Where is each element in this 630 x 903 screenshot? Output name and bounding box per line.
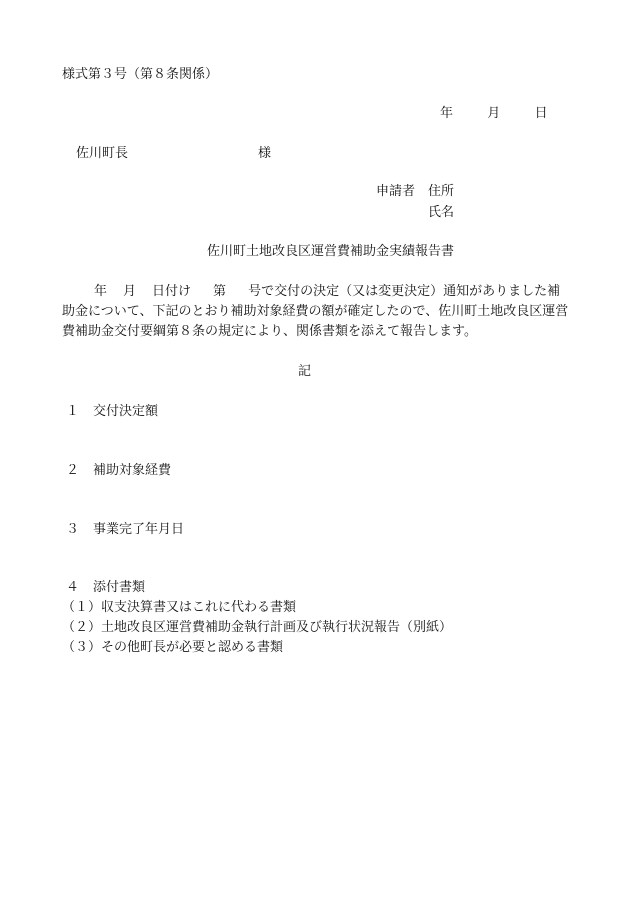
applicant-name-label: 氏名 bbox=[428, 205, 455, 220]
attachment-item: （１）収支決算書又はこれに代わる書類 bbox=[62, 600, 297, 615]
body-line-1 bbox=[62, 282, 582, 302]
item-1-number: １ bbox=[66, 404, 80, 419]
item-3-number: ３ bbox=[66, 522, 80, 537]
date-year: 年 bbox=[440, 106, 454, 121]
item-1-label: 交付決定額 bbox=[93, 404, 159, 419]
body-number-prefix: 第 bbox=[213, 284, 227, 299]
applicant-role: 申請者 bbox=[376, 184, 416, 199]
attachment-item: （２）土地改良区運営費補助金執行計画及び執行状況報告（別紙） bbox=[62, 620, 453, 635]
body-year: 年 bbox=[94, 284, 108, 299]
body-number-suffix: 号で交付の決定（又は変更決定）通知がありました補 bbox=[248, 284, 561, 299]
addressee-honorific: 様 bbox=[258, 146, 272, 161]
date-day: 日 bbox=[534, 106, 548, 121]
item-4-number: ４ bbox=[66, 580, 80, 595]
item-4-label: 添付書類 bbox=[93, 580, 146, 595]
form-label: 様式第３号（第８条関係） bbox=[62, 67, 219, 82]
body-line-2: 助金について、下記のとおり補助対象経費の額が確定したので、佐川町土地改良区運営 bbox=[62, 304, 569, 319]
report-body bbox=[62, 282, 582, 342]
item-3-label: 事業完了年月日 bbox=[93, 522, 185, 537]
item-3 bbox=[66, 522, 184, 538]
addressee-name: 佐川町長 bbox=[76, 146, 129, 161]
document-title: 佐川町土地改良区運営費補助金実績報告書 bbox=[207, 244, 455, 259]
date-line bbox=[440, 106, 548, 122]
date-month: 月 bbox=[487, 106, 501, 121]
item-2-label: 補助対象経費 bbox=[93, 463, 172, 478]
item-4 bbox=[66, 580, 145, 596]
attachment-item: （３）その他町長が必要と認める書類 bbox=[62, 640, 284, 655]
item-2-number: ２ bbox=[66, 463, 80, 478]
ki-heading: 記 bbox=[298, 364, 312, 379]
applicant-address-label: 住所 bbox=[428, 184, 455, 199]
body-date-suffix: 日付け bbox=[152, 284, 192, 299]
body-month: 月 bbox=[123, 284, 137, 299]
item-1 bbox=[66, 404, 158, 420]
item-2 bbox=[66, 463, 171, 479]
body-line-3: 費補助金交付要綱第８条の規定により、関係書類を添えて報告します。 bbox=[62, 324, 477, 339]
